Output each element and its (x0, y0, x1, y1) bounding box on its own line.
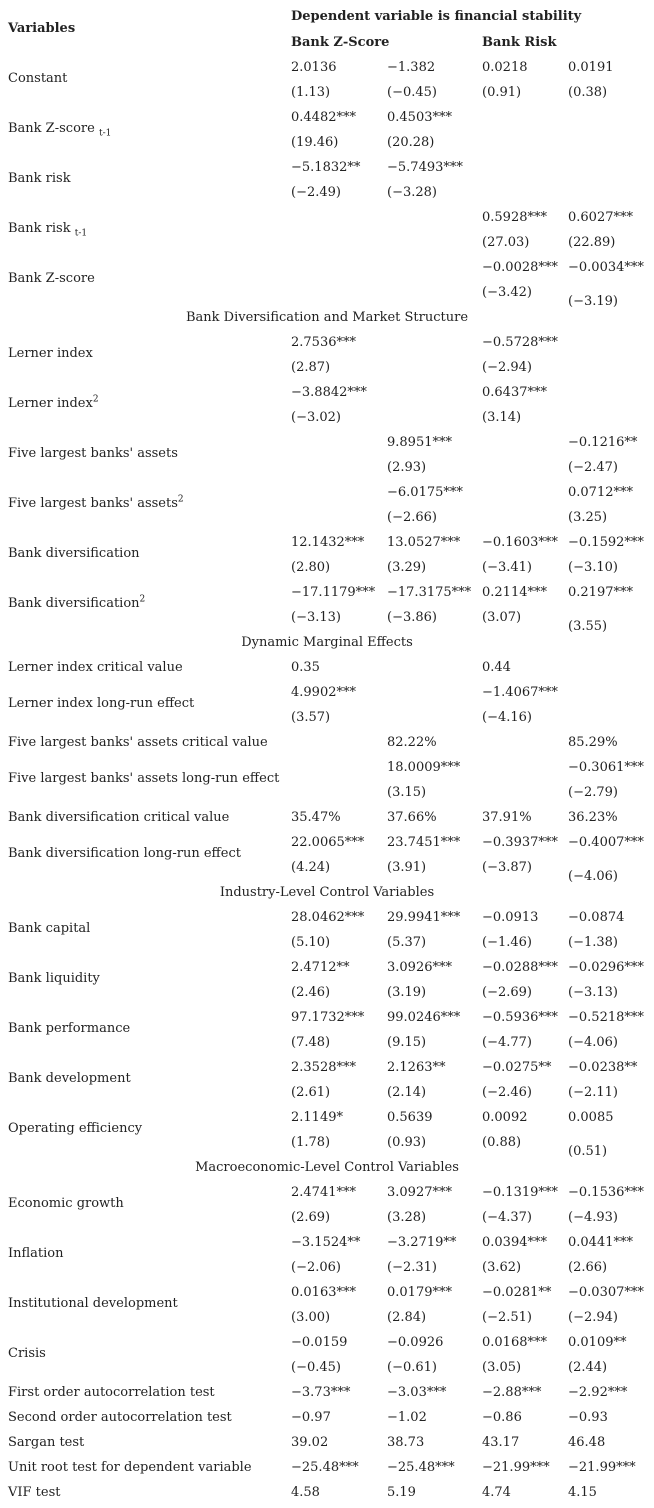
coefficient-cell: 2.1263** (387, 1060, 446, 1075)
coefficient-cell: −0.0275** (482, 1060, 552, 1075)
coefficient-cell: 38.73 (387, 1435, 425, 1450)
row-label-text: Five largest banks' assets (8, 446, 178, 461)
coefficient-cell: 0.0191 (568, 60, 614, 75)
coefficient-cell: 2.1149* (291, 1110, 343, 1125)
coefficient-cell: 3.0926*** (387, 960, 452, 975)
t-stat-cell: (2.93) (387, 460, 427, 475)
coefficient-cell: −0.4007*** (568, 835, 644, 850)
t-stat-cell: (−1.46) (482, 935, 532, 950)
row-label (8, 1246, 64, 1262)
coefficient-cell: −5.1832** (291, 160, 361, 175)
t-stat-cell: (−3.13) (568, 985, 618, 1000)
coefficient-cell: 0.2114*** (482, 585, 547, 600)
coefficient-cell: 43.17 (482, 1435, 520, 1450)
row-label-superscript: 2 (92, 394, 99, 405)
row-label (8, 1196, 124, 1212)
row-label-text: First order autocorrelation test (8, 1385, 215, 1400)
zscore-group-header: Bank Z-Score (291, 35, 390, 50)
t-stat-cell: (−4.16) (482, 710, 532, 725)
row-label (8, 1296, 178, 1312)
row-label-text: Bank diversification (8, 546, 140, 561)
t-stat-cell: (5.37) (387, 935, 427, 950)
t-stat-cell: (1.13) (291, 85, 331, 100)
coefficient-cell: 2.0136 (291, 60, 337, 75)
t-stat-cell: (−2.51) (482, 1310, 532, 1325)
coefficient-cell: −5.7493*** (387, 160, 463, 175)
t-stat-cell: (3.19) (387, 985, 427, 1000)
t-stat-cell: (−3.41) (482, 560, 532, 575)
t-stat-cell: (2.46) (291, 985, 331, 1000)
coefficient-cell: −0.3061*** (568, 760, 644, 775)
row-label-text: Bank Z-score (8, 271, 95, 286)
coefficient-cell: 0.5928*** (482, 210, 547, 225)
row-label-text: Second order autocorrelation test (8, 1410, 232, 1425)
coefficient-cell: 0.0441*** (568, 1235, 633, 1250)
coefficient-cell: −0.5728*** (482, 335, 558, 350)
coefficient-cell: 46.48 (568, 1435, 606, 1450)
coefficient-cell: 0.0085 (568, 1110, 614, 1125)
coefficient-cell: 0.0179*** (387, 1285, 452, 1300)
coefficient-cell: −0.0307*** (568, 1285, 644, 1300)
row-label (8, 171, 71, 187)
coefficient-cell: −2.92*** (568, 1385, 628, 1400)
coefficient-cell: 0.44 (482, 660, 511, 675)
t-stat-cell: (2.61) (291, 1085, 331, 1100)
coefficient-cell: −0.1216** (568, 435, 638, 450)
coefficient-cell: 22.0065*** (291, 835, 365, 850)
row-label-text: Bank liquidity (8, 971, 100, 986)
coefficient-cell: −0.1319*** (482, 1185, 558, 1200)
coefficient-cell: −1.02 (387, 1410, 427, 1425)
t-stat-cell: (9.15) (387, 1035, 427, 1050)
row-label-subscript: t-1 (98, 128, 112, 139)
t-stat-cell: (3.05) (482, 1360, 522, 1375)
coefficient-cell: 5.19 (387, 1485, 416, 1500)
t-stat-cell: (3.29) (387, 560, 427, 575)
t-stat-cell: (−2.66) (387, 510, 437, 525)
t-stat-cell: (20.28) (387, 135, 435, 150)
t-stat-cell: (2.44) (568, 1360, 608, 1375)
coefficient-cell: 39.02 (291, 1435, 329, 1450)
t-stat-cell: (7.48) (291, 1035, 331, 1050)
coefficient-cell: 35.47% (291, 810, 341, 825)
coefficient-cell: 4.9902*** (291, 685, 356, 700)
t-stat-cell: (−3.10) (568, 560, 618, 575)
coefficient-cell: −0.0028*** (482, 260, 558, 275)
coefficient-cell: −3.73*** (291, 1385, 351, 1400)
row-label (8, 496, 184, 512)
t-stat-cell: (3.91) (387, 860, 427, 875)
coefficient-cell: −25.48*** (291, 1460, 359, 1475)
t-stat-cell: (3.55) (568, 619, 608, 634)
t-stat-cell: (−3.28) (387, 185, 437, 200)
t-stat-cell: (5.10) (291, 935, 331, 950)
t-stat-cell: (−4.06) (568, 869, 618, 884)
coefficient-cell: 37.66% (387, 810, 437, 825)
coefficient-cell: 4.15 (568, 1485, 597, 1500)
t-stat-cell: (2.66) (568, 1260, 608, 1275)
coefficient-cell: −25.48*** (387, 1460, 455, 1475)
t-stat-cell: (3.28) (387, 1210, 427, 1225)
row-label-text: Bank performance (8, 1021, 131, 1036)
t-stat-cell: (19.46) (291, 135, 339, 150)
row-label-text: Economic growth (8, 1196, 124, 1211)
coefficient-cell: 0.0394*** (482, 1235, 547, 1250)
t-stat-cell: (−0.61) (387, 1360, 437, 1375)
row-label (8, 971, 100, 987)
row-label (8, 846, 241, 862)
t-stat-cell: (−3.02) (291, 410, 341, 425)
coefficient-cell: 0.0218 (482, 60, 528, 75)
row-label (8, 1121, 142, 1137)
coefficient-cell: −0.0926 (387, 1335, 444, 1350)
coefficient-cell: 36.23% (568, 810, 618, 825)
section-heading: Bank Diversification and Market Structure (185, 310, 469, 325)
row-label-text: Lerner index critical value (8, 660, 183, 675)
coefficient-cell: −0.0034*** (568, 260, 644, 275)
coefficient-cell: −0.1536*** (568, 1185, 644, 1200)
t-stat-cell: (0.38) (568, 85, 608, 100)
row-label-text: VIF test (8, 1485, 61, 1500)
row-label (8, 1485, 61, 1501)
coefficient-cell: 3.0927*** (387, 1185, 452, 1200)
coefficient-cell: −0.0874 (568, 910, 625, 925)
coefficient-cell: 97.1732*** (291, 1010, 365, 1025)
coefficient-cell: −1.382 (387, 60, 436, 75)
row-label (8, 771, 279, 787)
row-label-text: Bank diversification (8, 596, 140, 611)
row-label-text: Bank capital (8, 921, 91, 936)
row-label (8, 810, 229, 826)
t-stat-cell: (−2.69) (482, 985, 532, 1000)
coefficient-cell: −17.1179*** (291, 585, 376, 600)
coefficient-cell: −3.8842*** (291, 385, 367, 400)
row-label-text: Lerner index (8, 396, 93, 411)
row-label-text: Crisis (8, 1346, 46, 1361)
row-label-text: Five largest banks' assets long-run effect (8, 771, 280, 786)
variables-header: Variables (8, 21, 76, 36)
t-stat-cell: (1.78) (291, 1135, 331, 1150)
coefficient-cell: 2.4741*** (291, 1185, 356, 1200)
coefficient-cell: −0.86 (482, 1410, 522, 1425)
t-stat-cell: (−3.87) (482, 860, 532, 875)
row-label (8, 121, 111, 137)
coefficient-cell: 0.0092 (482, 1110, 528, 1125)
coefficient-cell: 0.0712*** (568, 485, 633, 500)
t-stat-cell: (−2.79) (568, 785, 618, 800)
coefficient-cell: −0.0159 (291, 1335, 348, 1350)
t-stat-cell: (−1.38) (568, 935, 618, 950)
t-stat-cell: (−3.86) (387, 610, 437, 625)
row-label (8, 1435, 84, 1451)
risk-group-header: Bank Risk (482, 35, 557, 50)
t-stat-cell: (0.51) (568, 1144, 608, 1159)
row-label-subscript: t-1 (74, 228, 88, 239)
row-label-text: Five largest banks' assets critical value (8, 735, 268, 750)
row-label (8, 660, 183, 676)
row-label-text: Five largest banks' assets (8, 496, 178, 511)
t-stat-cell: (2.14) (387, 1085, 427, 1100)
t-stat-cell: (−3.42) (482, 285, 532, 300)
t-stat-cell: (−3.19) (568, 294, 618, 309)
t-stat-cell: (−2.47) (568, 460, 618, 475)
row-label-text: Lerner index long-run effect (8, 696, 195, 711)
coefficient-cell: −0.3937*** (482, 835, 558, 850)
row-label-text: Bank Z-score (8, 121, 95, 136)
coefficient-cell: 2.4712** (291, 960, 350, 975)
section-heading: Macroeconomic-Level Control Variables (195, 1160, 459, 1175)
coefficient-cell: −0.1603*** (482, 535, 558, 550)
row-label-superscript: 2 (177, 494, 184, 505)
coefficient-cell: −0.5218*** (568, 1010, 644, 1025)
coefficient-cell: 23.7451*** (387, 835, 461, 850)
section-heading: Dynamic Marginal Effects (241, 635, 413, 650)
coefficient-cell: 0.2197*** (568, 585, 633, 600)
coefficient-cell: 18.0009*** (387, 760, 461, 775)
row-label-text: Institutional development (8, 1296, 178, 1311)
t-stat-cell: (−0.45) (387, 85, 437, 100)
row-label (8, 396, 99, 412)
coefficient-cell: −0.5936*** (482, 1010, 558, 1025)
t-stat-cell: (−2.94) (568, 1310, 618, 1325)
coefficient-cell: 4.58 (291, 1485, 320, 1500)
row-label-text: Bank development (8, 1071, 131, 1086)
coefficient-cell: −0.1592*** (568, 535, 644, 550)
coefficient-cell: −0.97 (291, 1410, 331, 1425)
t-stat-cell: (−4.37) (482, 1210, 532, 1225)
coefficient-cell: −17.3175*** (387, 585, 472, 600)
coefficient-cell: 0.0109** (568, 1335, 627, 1350)
t-stat-cell: (−4.77) (482, 1035, 532, 1050)
coefficient-cell: 4.74 (482, 1485, 511, 1500)
coefficient-cell: 29.9941*** (387, 910, 461, 925)
t-stat-cell: (3.57) (291, 710, 331, 725)
coefficient-cell: 12.1432*** (291, 535, 365, 550)
coefficient-cell: 2.7536*** (291, 335, 356, 350)
t-stat-cell: (3.25) (568, 510, 608, 525)
row-label (8, 735, 268, 751)
coefficient-cell: −0.0296*** (568, 960, 644, 975)
row-label-text: Bank risk (8, 221, 71, 236)
coefficient-cell: −0.0238** (568, 1060, 638, 1075)
t-stat-cell: (−2.06) (291, 1260, 341, 1275)
coefficient-cell: 85.29% (568, 735, 618, 750)
t-stat-cell: (−0.45) (291, 1360, 341, 1375)
row-label (8, 1021, 130, 1037)
row-label-superscript: 2 (139, 594, 146, 605)
coefficient-cell: −21.99*** (568, 1460, 636, 1475)
coefficient-cell: −2.88*** (482, 1385, 542, 1400)
coefficient-cell: 0.0168*** (482, 1335, 547, 1350)
coefficient-cell: 0.6437*** (482, 385, 547, 400)
row-label (8, 921, 90, 937)
row-label-text: Lerner index (8, 346, 93, 361)
coefficient-cell: 0.5639 (387, 1110, 433, 1125)
row-label (8, 1410, 232, 1426)
coefficient-cell: −0.0281** (482, 1285, 552, 1300)
row-label-text: Bank risk (8, 171, 71, 186)
coefficient-cell: −1.4067*** (482, 685, 558, 700)
coefficient-cell: 2.3528*** (291, 1060, 356, 1075)
t-stat-cell: (2.80) (291, 560, 331, 575)
row-label (8, 596, 145, 612)
coefficient-cell: −0.93 (568, 1410, 608, 1425)
coefficient-cell: −0.0288*** (482, 960, 558, 975)
coefficient-cell: 0.4482*** (291, 110, 356, 125)
row-label (8, 221, 87, 237)
coefficient-cell: 13.0527*** (387, 535, 461, 550)
coefficient-cell: 99.0246*** (387, 1010, 461, 1025)
t-stat-cell: (2.69) (291, 1210, 331, 1225)
t-stat-cell: (−2.46) (482, 1085, 532, 1100)
t-stat-cell: (−2.31) (387, 1260, 437, 1275)
row-label-text: Bank diversification long-run effect (8, 846, 241, 861)
coefficient-cell: −3.03*** (387, 1385, 447, 1400)
coefficient-cell: 37.91% (482, 810, 532, 825)
row-label (8, 1385, 215, 1401)
row-label-text: Constant (8, 71, 68, 86)
row-label (8, 1071, 131, 1087)
row-label-text: Operating efficiency (8, 1121, 143, 1136)
coefficient-cell: −6.0175*** (387, 485, 463, 500)
t-stat-cell: (3.62) (482, 1260, 522, 1275)
row-label (8, 346, 93, 362)
row-label (8, 271, 95, 287)
t-stat-cell: (−4.06) (568, 1035, 618, 1050)
t-stat-cell: (−2.11) (568, 1085, 618, 1100)
row-label-text: Unit root test for dependent variable (8, 1460, 252, 1475)
t-stat-cell: (−3.13) (291, 610, 341, 625)
t-stat-cell: (−2.49) (291, 185, 341, 200)
coefficient-cell: 0.6027*** (568, 210, 633, 225)
coefficient-cell: 0.0163*** (291, 1285, 356, 1300)
t-stat-cell: (3.14) (482, 410, 522, 425)
t-stat-cell: (2.84) (387, 1310, 427, 1325)
row-label (8, 1460, 252, 1476)
t-stat-cell: (4.24) (291, 860, 331, 875)
t-stat-cell: (3.15) (387, 785, 427, 800)
row-label-text: Inflation (8, 1246, 64, 1261)
t-stat-cell: (−4.93) (568, 1210, 618, 1225)
coefficient-cell: 0.4503*** (387, 110, 452, 125)
row-label (8, 546, 140, 562)
coefficient-cell: −0.0913 (482, 910, 539, 925)
dependent-variable-header: Dependent variable is financial stability (291, 9, 582, 24)
coefficient-cell: 0.35 (291, 660, 320, 675)
row-label (8, 1346, 46, 1362)
coefficient-cell: 28.0462*** (291, 910, 365, 925)
t-stat-cell: (−2.94) (482, 360, 532, 375)
section-heading: Industry-Level Control Variables (219, 885, 435, 900)
coefficient-cell: −3.1524** (291, 1235, 361, 1250)
row-label-text: Sargan test (8, 1435, 85, 1450)
t-stat-cell: (3.00) (291, 1310, 331, 1325)
coefficient-cell: 9.8951*** (387, 435, 452, 450)
t-stat-cell: (0.93) (387, 1135, 427, 1150)
t-stat-cell: (22.89) (568, 235, 616, 250)
t-stat-cell: (0.91) (482, 85, 522, 100)
row-label (8, 446, 178, 462)
coefficient-cell: 82.22% (387, 735, 437, 750)
t-stat-cell: (3.07) (482, 610, 522, 625)
coefficient-cell: −21.99*** (482, 1460, 550, 1475)
row-label (8, 696, 194, 712)
coefficient-cell: −3.2719** (387, 1235, 457, 1250)
t-stat-cell: (27.03) (482, 235, 530, 250)
row-label-text: Bank diversification critical value (8, 810, 230, 825)
t-stat-cell: (0.88) (482, 1135, 522, 1150)
t-stat-cell: (2.87) (291, 360, 331, 375)
row-label (8, 71, 67, 87)
